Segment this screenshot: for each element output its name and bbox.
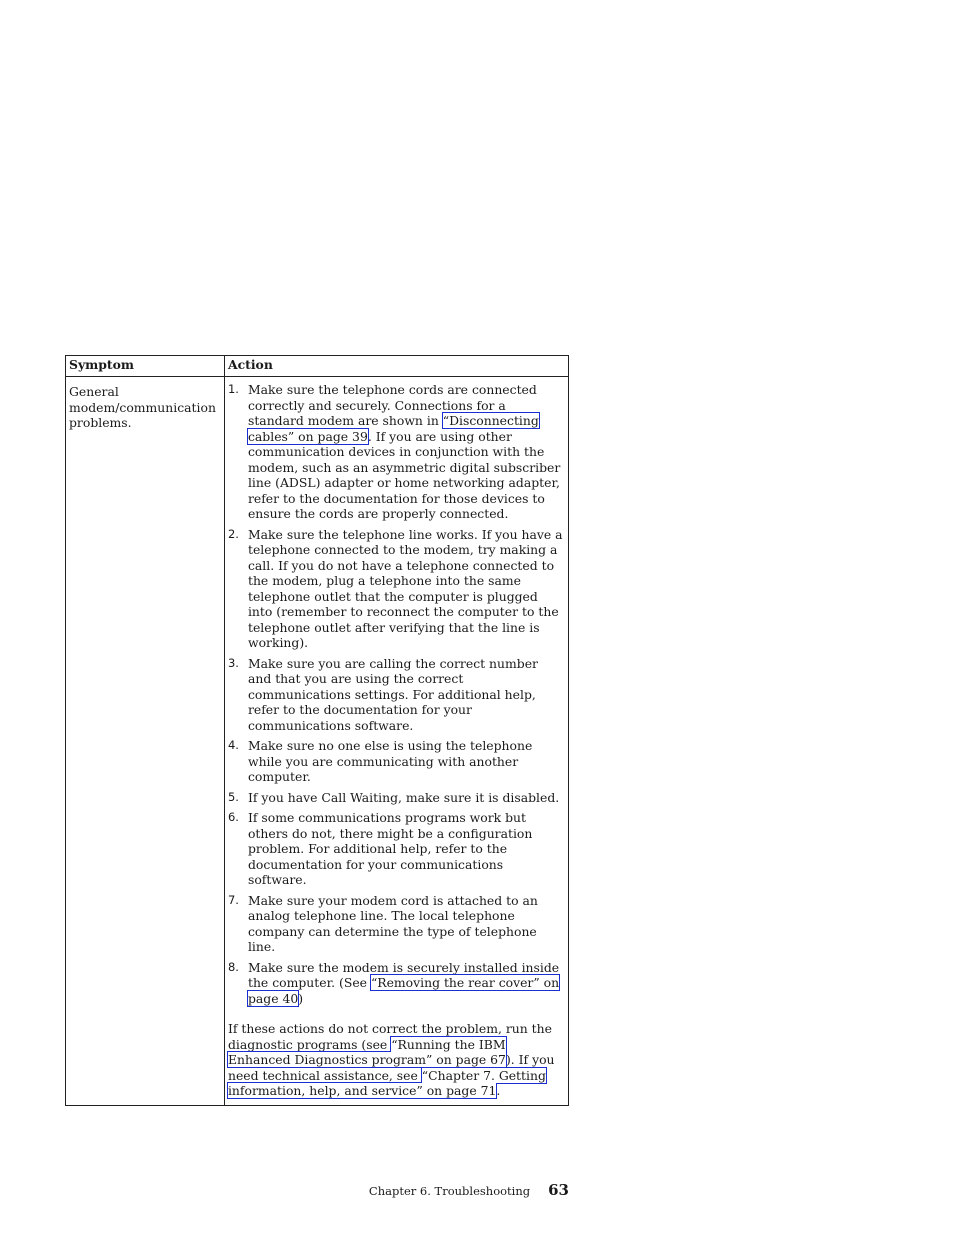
text-run: If these actions do not correct the problem, run the diagnostic programs (see <box>227 1021 552 1052</box>
symptom-cell: General modem/communication problems. <box>66 377 225 1106</box>
table-header-row <box>66 356 569 377</box>
step-number: 3. <box>227 655 239 670</box>
list-item <box>228 960 565 1007</box>
text-run: If some communications programs work but others do not, there might be a configuration problem. For additional help, refer to the documentation for your communications software. <box>247 810 533 887</box>
step-number: 8. <box>227 959 239 974</box>
cross-reference-link[interactable]: “Running the IBM Enhanced Diagnostics program” on page 67 <box>227 1036 506 1067</box>
page-number: 63 <box>548 1181 569 1199</box>
action-cell <box>224 377 568 1106</box>
text-run: Make sure the telephone line works. If you have a telephone connected to the modem, try making a call. If you do not have a telephone connected to the modem, plug a telephone into the same telephone outlet that the computer is plugged into (remember to reconnect the computer to the telephone outlet after verifying that the line is working). <box>247 526 563 650</box>
step-number: 2. <box>227 526 239 541</box>
action-steps-list <box>228 382 565 1006</box>
symptom-header: Symptom <box>66 356 225 377</box>
step-number: 7. <box>227 892 239 907</box>
cross-reference-link[interactable]: “Removing the rear cover” on page 40 <box>247 975 560 1006</box>
list-item <box>228 527 565 651</box>
troubleshooting-table <box>65 355 569 1106</box>
step-number: 4. <box>227 738 239 752</box>
text-run: If you have Call Waiting, make sure it is disabled. <box>247 789 560 805</box>
action-header: Action <box>224 356 568 377</box>
step-number: 1. <box>227 382 239 396</box>
list-item <box>228 738 565 785</box>
after-actions-paragraph <box>228 1021 565 1099</box>
list-item <box>228 790 565 806</box>
page-footer <box>369 1181 569 1199</box>
list-item <box>228 382 565 522</box>
text-run: Make sure you are calling the correct number and that you are using the correct communications settings. For additional help, refer to the documentation for your communications software. <box>247 655 538 733</box>
cross-reference-link[interactable]: “Disconnecting cables” on page 39 <box>247 413 539 444</box>
list-item <box>228 810 565 888</box>
list-item <box>228 656 565 734</box>
text-run: ) <box>298 990 304 1006</box>
list-item <box>228 893 565 955</box>
step-number: 6. <box>227 810 239 824</box>
text-run: . <box>496 1083 501 1098</box>
text-run: ). If you need technical assistance, see <box>227 1052 555 1083</box>
cross-reference-link[interactable]: “Chapter 7. Getting information, help, and service” on page 71 <box>227 1067 546 1098</box>
text-run: . If you are using other communication devices in conjunction with the modem, such as an asymmetric digital subscriber line (ADSL) adapter or home networking adapter, refer to the documentation for those devices to ensure the cords are properly connected. <box>247 428 561 521</box>
text-run: Make sure the modem is securely installed inside the computer. (See <box>247 959 560 990</box>
text-run: Make sure the telephone cords are connected correctly and securely. Connections for a standard modem are shown in <box>247 382 537 428</box>
chapter-title: Chapter 6. Troubleshooting <box>368 1184 531 1198</box>
text-run: Make sure your modem cord is attached to an analog telephone line. The local telephone company can determine the type of telephone line. <box>247 892 538 954</box>
step-number: 5. <box>227 789 239 804</box>
text-run: Make sure no one else is using the telephone while you are communicating with another computer. <box>247 738 533 784</box>
table-row <box>66 377 569 1106</box>
